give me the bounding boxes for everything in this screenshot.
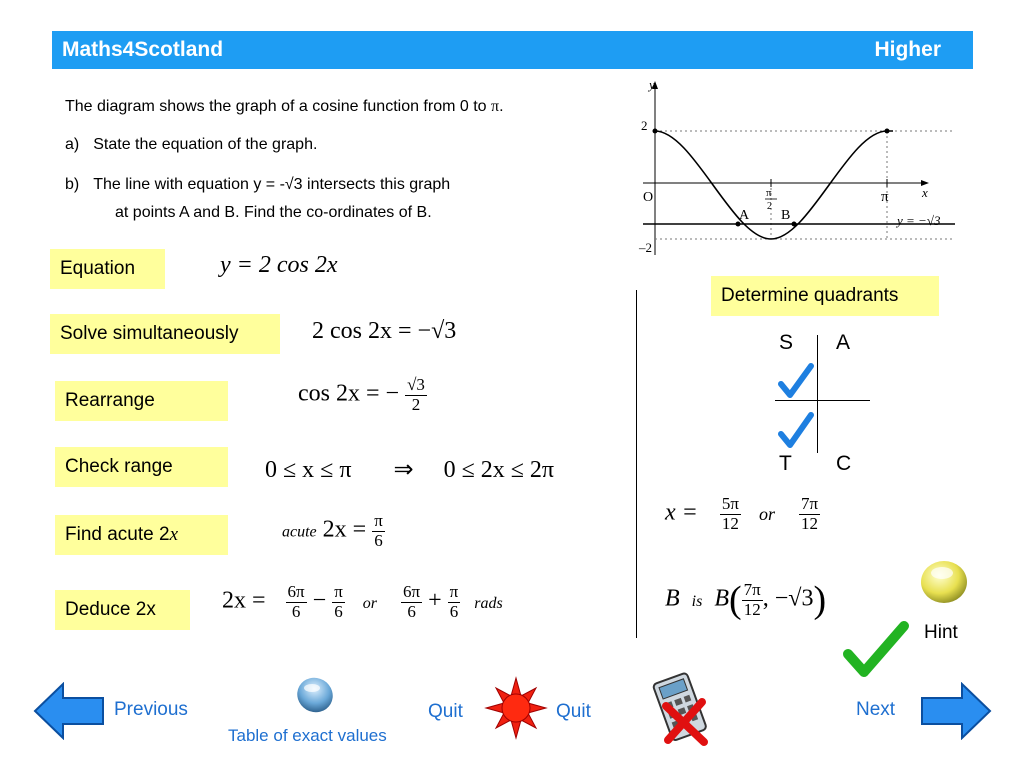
- step-check-range-button[interactable]: Check range: [55, 447, 228, 487]
- question-b-line2: at points A and B. Find the co-ordinates of B.: [115, 204, 432, 221]
- y-min-label: –2: [639, 240, 652, 255]
- brand-title: Maths4Scotland: [62, 38, 224, 61]
- quit-left-link[interactable]: Quit: [428, 701, 463, 722]
- pi-half-den: 2: [767, 201, 772, 212]
- math-rearrange: cos 2x = − $\frac{√3}{2}$: [298, 375, 425, 414]
- math-x-solutions: x = $\frac{5\pi}{12}$ or $\frac{7\pi}{12}$: [665, 494, 819, 533]
- check-icon-t: [775, 410, 815, 452]
- math-deduce: 2x = $\frac{6\pi}{6}$ − $\frac{\pi}{6}$ or $\frac{6\pi}{6}$ + $\frac{\pi}{6}$ rads: [222, 582, 503, 621]
- question-a: a) State the equation of the graph.: [65, 136, 318, 153]
- next-link[interactable]: Next: [856, 699, 896, 720]
- previous-link[interactable]: Previous: [114, 699, 188, 720]
- vertical-divider: [636, 290, 637, 638]
- step-deduce-button[interactable]: Deduce 2x: [55, 590, 190, 630]
- check-icon-s: [775, 362, 815, 402]
- previous-arrow-icon[interactable]: [33, 682, 105, 740]
- calculator-disabled-icon: [652, 668, 712, 746]
- x-axis-label: x: [922, 185, 928, 200]
- quadrant-vertical-line: [817, 335, 818, 453]
- cosine-graph: [625, 75, 965, 265]
- point-a-label: A: [739, 208, 750, 223]
- quadrant-s: S: [779, 331, 794, 354]
- header-bar: [52, 31, 973, 69]
- next-arrow-icon[interactable]: [920, 682, 992, 740]
- quadrant-a: A: [836, 331, 851, 354]
- step-rearrange-button[interactable]: Rearrange: [55, 381, 228, 421]
- step-solve-button[interactable]: Solve simultaneously: [50, 314, 280, 354]
- pi-label: π: [881, 189, 889, 205]
- math-acute: acute 2x = $\frac{\pi}{6}$: [282, 511, 383, 550]
- math-simultaneous: 2 cos 2x = −√3: [312, 318, 457, 344]
- cosine-curve: [655, 131, 893, 239]
- level-title: Higher: [874, 38, 941, 61]
- step-equation-button[interactable]: Equation: [50, 249, 165, 289]
- quadrant-t: T: [779, 452, 792, 475]
- point-b-label: B: [781, 208, 791, 223]
- point-max: [653, 129, 658, 134]
- hint-orb-icon[interactable]: [918, 558, 970, 606]
- math-equation: y = 2 cos 2x: [220, 252, 338, 278]
- table-orb-icon[interactable]: [294, 675, 338, 715]
- question-b: b) The line with equation y = -√3 intersects this graph: [65, 176, 451, 193]
- pi-half-num: π: [766, 187, 772, 199]
- math-check-range: 0 ≤ x ≤ π ⇒ 0 ≤ 2x ≤ 2π: [265, 457, 555, 483]
- quadrant-c: C: [836, 452, 852, 475]
- quit-right-link[interactable]: Quit: [556, 701, 591, 722]
- y-axis-label: y: [649, 77, 655, 92]
- line-label: y = −√3: [897, 213, 941, 228]
- determine-quadrants-button[interactable]: Determine quadrants: [711, 276, 939, 316]
- origin-label: O: [643, 190, 654, 205]
- y-max-label: 2: [641, 118, 648, 133]
- table-exact-values-link[interactable]: Table of exact values: [228, 726, 387, 745]
- math-b-coordinates: B is B( $\frac{7\pi}{12}$ , −√3): [665, 579, 827, 621]
- question-intro: The diagram shows the graph of a cosine function from 0 to π.: [65, 98, 504, 115]
- hint-label[interactable]: Hint: [924, 622, 958, 643]
- sun-quit-icon[interactable]: [484, 676, 548, 740]
- point-pi-max: [885, 129, 890, 134]
- green-check-icon: [840, 620, 910, 682]
- step-find-acute-button[interactable]: Find acute 2x: [55, 515, 228, 555]
- point-b-dot: [792, 222, 797, 227]
